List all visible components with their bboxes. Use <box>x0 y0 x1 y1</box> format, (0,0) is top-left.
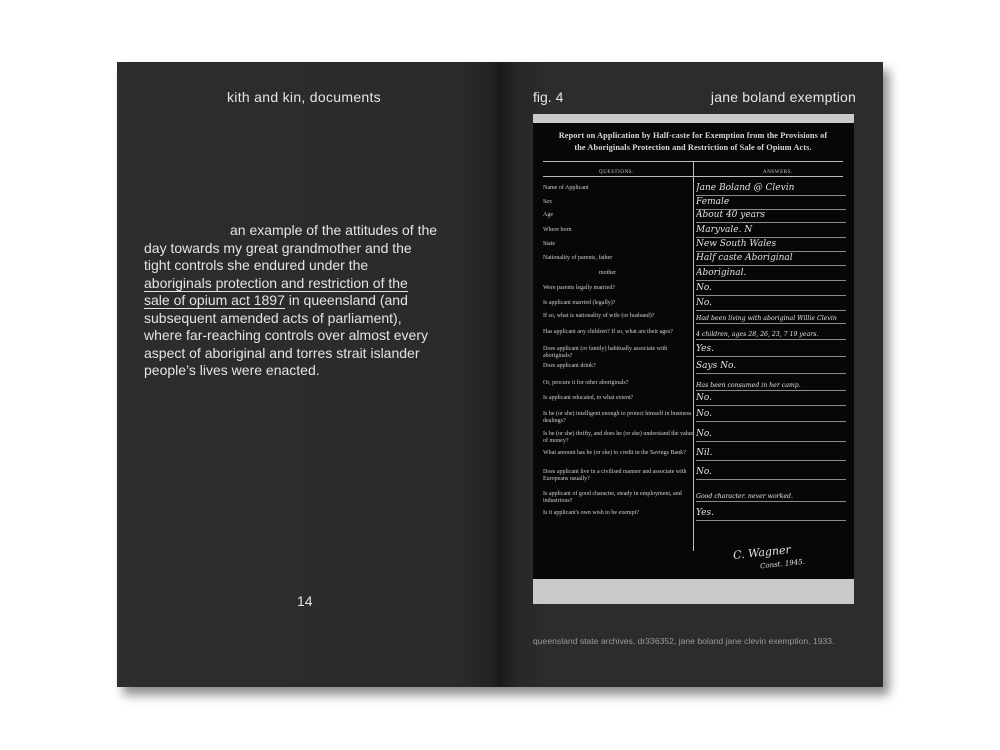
answer-underline <box>696 251 846 252</box>
answer-underline <box>696 310 846 311</box>
open-book <box>117 62 883 687</box>
body-line <box>144 275 474 293</box>
answer-underline <box>696 356 846 357</box>
form-answer: Good character. never worked. <box>696 493 793 500</box>
answer-underline <box>696 280 846 281</box>
form-question: State <box>543 241 555 247</box>
form-answer: Nil. <box>696 448 713 458</box>
answer-underline <box>696 295 846 296</box>
answer-underline <box>696 323 846 324</box>
answer-underline <box>696 421 846 422</box>
form-question: Age <box>543 212 553 218</box>
form-answer: Half caste Aboriginal <box>696 253 793 263</box>
body-line-tail: in queensland (and <box>284 292 408 308</box>
scan-border-bottom <box>533 579 854 604</box>
form-question: Name of Applicant <box>543 185 589 191</box>
form-answer: Jane Boland @ Clevin <box>696 183 795 193</box>
body-paragraph <box>144 222 474 380</box>
form-question: Does applicant (or family) habitually associate with aboriginals? <box>543 346 668 359</box>
answer-underline <box>696 373 846 374</box>
act-title-underlined: aboriginals protection and restriction of the <box>144 274 408 291</box>
answer-underline <box>696 339 846 340</box>
signature: C. Wagner <box>732 543 792 562</box>
form-question: Is applicant of good character, steady in employment, and industrious? <box>543 491 682 504</box>
form-question: What amount has he (or she) to credit in the Savings Bank? <box>543 450 686 456</box>
signature-title: Const. 1945. <box>759 557 806 571</box>
body-line: tight controls she endured under the <box>144 257 369 273</box>
answer-underline <box>696 441 846 442</box>
form-question: Nationality of parents, father <box>543 255 613 261</box>
form-answer: Maryvale. N <box>696 225 753 235</box>
form-question: Is he (or she) intelligent enough to protect himself in business dealings? <box>543 411 692 424</box>
form-answer: No. <box>696 467 712 477</box>
form-question: Where born <box>543 227 572 233</box>
form-question: Were parents legally married? <box>543 285 615 291</box>
figure-label: fig. 4 <box>533 89 564 105</box>
form-question: Has applicant any children? If so, what are their ages? <box>543 329 673 335</box>
form-question: Sex <box>543 199 552 205</box>
form-answer: No. <box>696 393 712 403</box>
body-line: people’s lives were enacted. <box>144 362 320 378</box>
document-title-line: the Aboriginals Protection and Restriction of Sale of Opium Acts. <box>574 143 812 152</box>
form-question: Is applicant married (legally)? <box>543 300 616 306</box>
right-page <box>500 62 883 687</box>
body-line: day towards my great grandmother and the <box>144 239 412 256</box>
answer-underline <box>696 265 846 266</box>
form-answer: No. <box>696 298 712 308</box>
column-header-questions: QUESTIONS. <box>599 170 635 175</box>
answer-underline <box>696 405 846 406</box>
form-answer: Had been living with aboriginal Willie Clevin <box>696 315 837 322</box>
form-question: mother <box>599 270 616 276</box>
form-answer: Says No. <box>696 361 737 371</box>
scan-border-top <box>533 114 854 123</box>
column-header-answers: ANSWERS. <box>763 170 793 175</box>
form-question: Does applicant drink? <box>543 363 596 369</box>
document-title-line: Report on Application by Half-caste for Exemption from the Provisions of <box>558 131 828 140</box>
page-number: 14 <box>297 593 313 609</box>
body-line: aspect of aboriginal and torres strait islander <box>144 344 420 361</box>
form-answer: New South Wales <box>696 239 777 249</box>
form-question: Or, procure it for other aboriginals? <box>543 380 629 386</box>
form-answer: Yes. <box>696 508 714 518</box>
answer-underline <box>696 195 846 196</box>
form-answer: Yes. <box>696 344 714 354</box>
form-answer: Has been consumed in her camp. <box>696 382 801 389</box>
form-answer: No. <box>696 409 712 419</box>
form-question: Does applicant live in a civilised manner and associate with Europeans usually? <box>543 469 687 482</box>
form-answer: 4 children, ages 28, 26, 23, 7 19 years. <box>696 331 819 338</box>
answer-underline <box>696 222 846 223</box>
form-question: Is he (or she) thrifty, and does he (or she) understand the value of money? <box>543 431 694 444</box>
figure-caption: queensland state archives, dr336352, jane boland jane clevin exemption, 1933. <box>533 636 835 646</box>
body-line: an example of the attitudes of the <box>230 222 438 238</box>
form-answer: Aboriginal. <box>696 268 747 278</box>
document-title <box>543 130 843 154</box>
answer-underline <box>696 237 846 238</box>
body-line: where far-reaching controls over almost every <box>144 327 429 343</box>
answer-underline <box>696 520 846 521</box>
form-question: Is it applicant's own wish to be exempt? <box>543 510 639 516</box>
answer-underline <box>696 501 846 502</box>
body-line <box>144 292 474 310</box>
form-answer: No. <box>696 429 712 439</box>
form-answer: No. <box>696 283 712 293</box>
running-header: kith and kin, documents <box>227 89 381 105</box>
form-answer: Female <box>696 197 730 207</box>
answer-underline <box>696 479 846 480</box>
body-line: subsequent amended acts of parliament), <box>144 309 402 326</box>
figure-title: jane boland exemption <box>710 89 856 105</box>
document-scan <box>533 123 854 579</box>
answer-underline <box>696 460 846 461</box>
form-answer: About 40 years <box>696 210 765 220</box>
form-question: If so, what is nationality of wife (or husband)? <box>543 313 655 319</box>
left-page <box>117 62 500 687</box>
answer-underline <box>696 390 846 391</box>
act-title-underlined: sale of opium act 1897 <box>144 292 285 308</box>
form-question: Is applicant educated, to what extent? <box>543 395 634 401</box>
